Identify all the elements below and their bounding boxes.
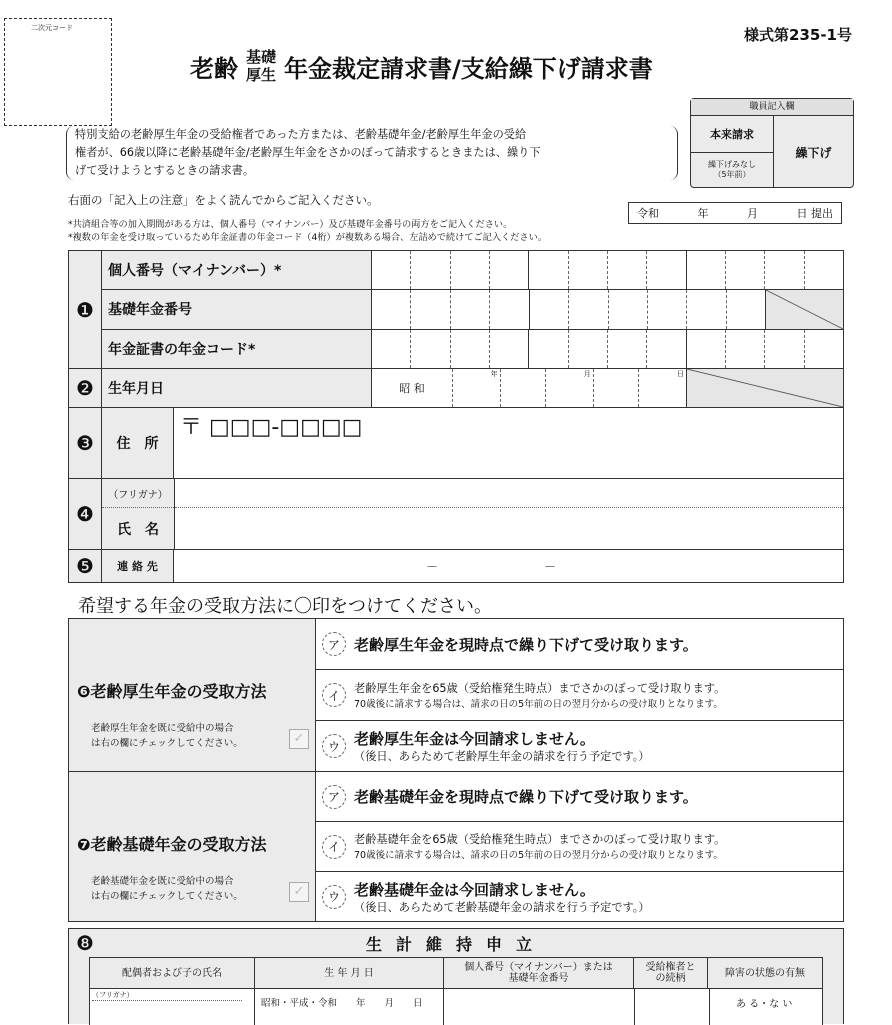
check-note-line: 老齢厚生年金を既に受給中の場合 — [91, 723, 234, 734]
check-note-line: 老齢基礎年金を既に受給中の場合 — [91, 876, 234, 887]
qr-code-box — [4, 18, 112, 126]
dependent-birth-input[interactable] — [255, 989, 444, 1025]
staff-honrai[interactable]: 本来請求 — [691, 116, 773, 153]
page-title — [190, 48, 653, 84]
section-heading: 希望する年金の受取方法に〇印をつけてください。 — [78, 596, 492, 617]
read-notice: 右面の「記入上の注意」をよく読んでからご記入ください。 — [68, 193, 379, 207]
notes — [68, 218, 547, 244]
option-circle: ア — [322, 785, 346, 809]
option-text: 老齢厚生年金を現時点で繰り下げて受け取ります。 — [354, 635, 698, 654]
method-6-check-note — [91, 721, 243, 751]
date-month: 月 — [747, 207, 758, 220]
section-number: ❽ — [76, 931, 94, 955]
option-circle: ウ — [322, 885, 346, 909]
method-7-option-a[interactable] — [316, 772, 843, 822]
submission-date-field[interactable] — [628, 202, 842, 224]
section-4 — [69, 479, 843, 550]
section-number: ❷ — [69, 369, 102, 407]
section-8 — [68, 928, 844, 1024]
staff-kurisage[interactable]: 繰下げ — [795, 145, 832, 160]
method-6-option-u[interactable] — [316, 721, 843, 771]
section-number: ❸ — [69, 408, 102, 478]
name-input[interactable] — [175, 508, 843, 549]
applicant-info-table — [68, 250, 844, 583]
option-subtext: 70歳後に請求する場合は、請求の日の5年前の日の翌月分からの受け取りとなります。 — [354, 850, 723, 861]
option-text: 老齢基礎年金を65歳（受給権発生時点）までさかのぼって受け取ります。 — [354, 833, 726, 846]
col-id: 個人番号（マイナンバー）または基礎年金番号 — [444, 958, 634, 988]
dependent-id-input[interactable] — [444, 989, 635, 1025]
option-subtext: 70歳後に請求する場合は、請求の日の5年前の日の翌月分からの受け取りとなります。 — [354, 698, 723, 710]
option-subtext: （後日、あらためて老齢厚生年金の請求を行う予定です。） — [354, 750, 650, 763]
birthdate-label: 生年月日 — [102, 369, 372, 407]
option-circle: イ — [322, 683, 346, 707]
furigana-input[interactable] — [175, 479, 843, 508]
col-name: 配偶者および子の氏名 — [90, 958, 255, 988]
method-6-option-a[interactable] — [316, 619, 843, 670]
title-stack — [246, 48, 276, 84]
note-line: *複数の年金を受け取っているため年金証書の年金コード（4桁）が複数ある場合、左詰めで続けてご記入ください。 — [68, 232, 547, 243]
option-text: 老齢厚生年金を65歳（受給権発生時点）までさかのぼって受け取ります。 — [354, 681, 726, 695]
section-number: ❺ — [69, 550, 102, 582]
kiso-number-input[interactable] — [372, 290, 843, 328]
staff-kurisage-nashi-label: 繰下げみなし — [708, 160, 756, 170]
pension-code-label: 年金証書の年金コード* — [102, 330, 372, 368]
option-text: 老齢基礎年金を現時点で繰り下げて受け取ります。 — [354, 788, 698, 806]
section-2 — [69, 369, 843, 408]
date-day: 日 提出 — [796, 207, 833, 220]
method-6-option-i[interactable] — [316, 670, 843, 721]
dependent-name-input[interactable] — [90, 989, 255, 1025]
title-stack-bottom: 厚生 — [246, 66, 277, 84]
dependents-table — [89, 957, 823, 1025]
section-number: ❶ — [69, 251, 102, 368]
phone-dash: － — [426, 560, 439, 574]
dependent-relation-input[interactable] — [635, 989, 710, 1025]
address-label: 住 所 — [102, 408, 174, 478]
intro-line: 権者が、66歳以降に老齢基礎年金/老齢厚生年金をさかのぼって請求するときまたは、繰り下 — [75, 146, 541, 159]
table-row — [90, 989, 822, 1025]
mynumber-input[interactable] — [372, 251, 843, 289]
option-subtext: （後日、あらためて老齢基礎年金の請求を行う予定です。） — [354, 900, 650, 914]
intro-line: げて受けようとするときの請求書。 — [75, 164, 255, 177]
method-7-title: ❼老齢基礎年金の受取方法 — [77, 835, 267, 854]
col-relation: 受給権者との続柄 — [634, 958, 708, 988]
staff-box-header: 職員記入欄 — [691, 99, 853, 116]
birthdate-input[interactable] — [372, 369, 843, 407]
method-6 — [68, 618, 844, 772]
option-circle: ウ — [322, 734, 346, 758]
contact-input[interactable] — [174, 550, 843, 582]
option-circle: イ — [322, 835, 346, 859]
method-7-check-note — [91, 874, 243, 904]
era-options: 昭和・平成・令和 年 月 日 — [261, 998, 423, 1009]
phone-dash: － — [544, 560, 557, 574]
staff-entry-box — [690, 98, 854, 188]
section-3 — [69, 408, 843, 479]
option-text: 老齢厚生年金は今回請求しません。 — [354, 730, 595, 748]
title-stack-top: 基礎 — [246, 48, 277, 66]
address-input[interactable] — [174, 408, 843, 478]
method-7-option-u[interactable] — [316, 872, 843, 921]
title-main: 年金裁定請求書/支給繰下げ請求書 — [284, 54, 653, 83]
aru-nai-options: あ る・な い — [736, 999, 793, 1010]
birth-era: 昭 和 — [372, 369, 453, 407]
title-prefix: 老齢 — [190, 54, 238, 83]
birth-month-unit: 月 — [583, 370, 591, 378]
form-number: 様式第235-1号 — [744, 26, 852, 44]
date-era: 令和 — [637, 207, 659, 220]
furigana-label: （フリガナ） — [92, 990, 242, 1001]
method-7-option-i[interactable] — [316, 822, 843, 872]
disability-choice[interactable] — [710, 989, 822, 1025]
staff-kurisage-nashi-sub: （5年前） — [713, 170, 751, 180]
section-number: ❹ — [69, 479, 102, 549]
mynumber-label: 個人番号（マイナンバー）* — [102, 251, 372, 289]
birth-day-unit: 日 — [676, 370, 684, 378]
contact-label: 連 絡 先 — [102, 550, 174, 582]
section-8-title: 生計維持申立 — [365, 934, 546, 954]
staff-kurisage-nashi[interactable] — [691, 153, 773, 189]
col-birth: 生 年 月 日 — [255, 958, 444, 988]
name-label: 氏 名 — [102, 508, 174, 549]
birth-year-unit: 年 — [490, 370, 498, 378]
section-1 — [69, 251, 843, 369]
postal-code: 〒 □□□-□□□□ — [180, 415, 363, 440]
kiso-number-label: 基礎年金番号 — [102, 290, 372, 328]
section-5 — [69, 550, 843, 582]
option-text: 老齢基礎年金は今回請求しません。 — [354, 880, 595, 899]
method-6-title: ❻老齢厚生年金の受取方法 — [77, 682, 267, 701]
intro-text — [66, 126, 678, 180]
intro-line: 特別支給の老齢厚生年金の受給権者であった方または、老齢基礎年金/老齢厚生年金の受給 — [75, 128, 527, 141]
col-disability: 障害の状態の有無 — [725, 967, 805, 979]
method-7 — [68, 772, 844, 922]
date-year: 年 — [697, 207, 709, 220]
method-6-checkbox[interactable]: ✓ — [289, 729, 309, 749]
check-note-line: は右の欄にチェックしてください。 — [91, 738, 243, 749]
note-line: *共済組合等の加入期間がある方は、個人番号（マイナンバー）及び基礎年金番号の両方をご記入ください。 — [68, 219, 513, 230]
method-7-checkbox[interactable]: ✓ — [289, 882, 309, 902]
furigana-label: （フリガナ） — [102, 479, 174, 508]
qr-label: 二次元コード — [31, 24, 73, 32]
option-circle: ア — [322, 632, 346, 656]
check-note-line: は右の欄にチェックしてください。 — [91, 891, 243, 902]
pension-code-input[interactable] — [372, 330, 843, 368]
